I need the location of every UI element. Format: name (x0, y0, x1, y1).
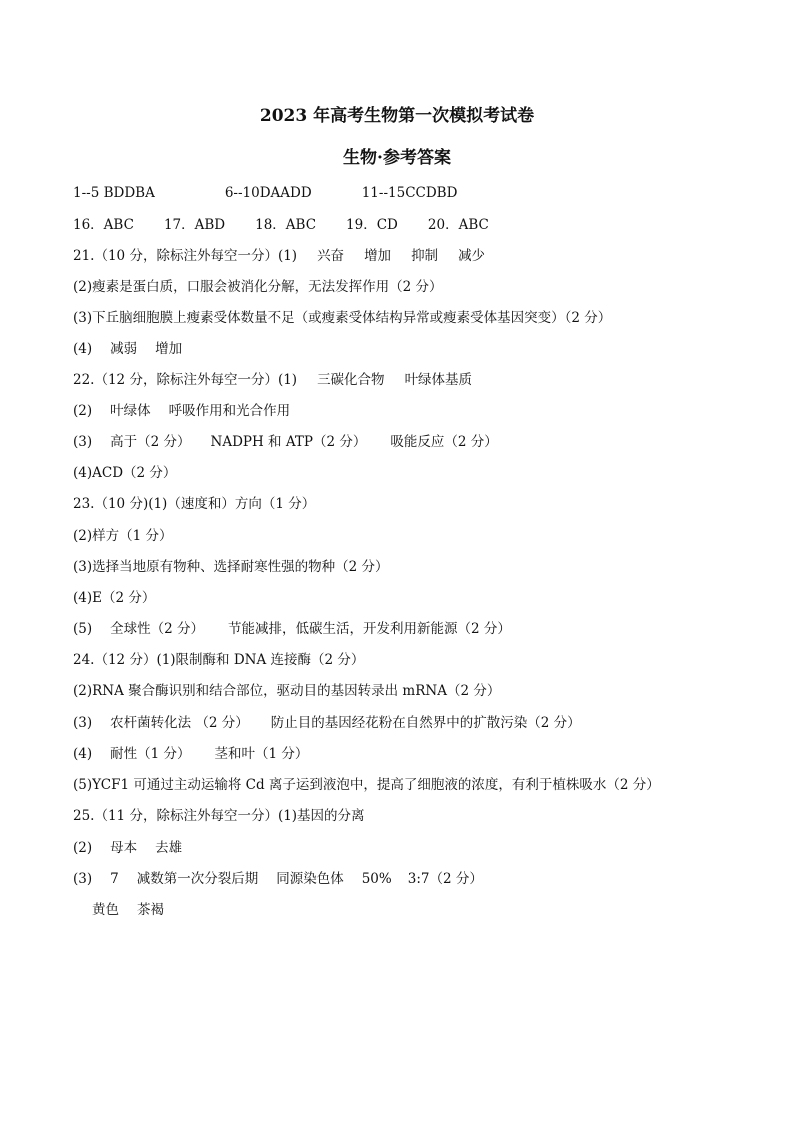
answer-line (73, 401, 290, 421)
answer-text: 19．CD (346, 217, 398, 233)
answer-text: (2)RNA 聚合酶识别和结合部位，驱动目的基因转录出 mRNA（2 分） (73, 683, 501, 699)
answer-text: 11--15CCDBD (361, 185, 458, 201)
answer-line (73, 432, 498, 452)
answer-text: 16．ABC (73, 217, 134, 233)
answer-text: NADPH 和 ATP（2 分） (210, 434, 367, 450)
answer-line (73, 744, 308, 764)
answer-text: (3)选择当地原有物种、选择耐寒性强的物种（2 分） (73, 559, 389, 575)
page-subtitle: 生物·参考答案 (343, 148, 451, 168)
answer-line (73, 838, 182, 858)
answer-text: 17．ABD (163, 217, 226, 233)
answer-text: 农杆菌转化法 （2 分） (110, 715, 249, 731)
answer-text: 20．ABC (427, 217, 489, 233)
answer-text: 1--5 BDDBA (73, 185, 155, 201)
answer-line (73, 308, 611, 328)
answer-text: 25.（11 分，除标注外每空一分）(1)基因的分离 (73, 808, 365, 824)
answer-line (73, 806, 365, 826)
answer-text: (4) (73, 746, 93, 762)
answer-text: 22.（12 分，除标注外每空一分）(1) (73, 372, 298, 388)
answer-line (73, 277, 443, 297)
answer-text: 23.（10 分)(1)（速度和）方向（1 分） (73, 496, 316, 512)
answer-text: (4)E（2 分） (73, 590, 156, 606)
answer-text: 3:7（2 分） (407, 871, 483, 887)
page-title: 2023 年高考生物第一次模拟考试卷 (259, 106, 535, 126)
answer-text: (5)YCF1 可通过主动运输将 Cd 离子运到液泡中，提高了细胞液的浓度，有利于植株吸水（2 分） (73, 777, 660, 793)
answer-text: 去雄 (155, 840, 183, 856)
answer-line (73, 681, 500, 701)
answer-line (73, 557, 389, 577)
answer-text: 18．ABC (255, 217, 317, 233)
answer-text: 叶绿体 (110, 403, 151, 419)
answer-text: 6--10DAADD (224, 185, 312, 201)
answer-line (73, 246, 485, 266)
answer-line (73, 370, 472, 390)
answer-text: 抑制 (411, 248, 439, 264)
answer-text: (4)ACD（2 分） (73, 465, 177, 481)
answer-text: 节能减排，低碳生活，开发利用新能源（2 分） (228, 621, 511, 637)
answer-text: 防止目的基因经花粉在自然界中的扩散污染（2 分） (270, 715, 581, 731)
answer-text: 全球性（2 分） (110, 621, 205, 637)
answer-line (73, 494, 315, 514)
answer-text: 茎和叶（1 分） (214, 746, 309, 762)
answer-line (73, 775, 660, 795)
answer-text: 吸能反应（2 分） (390, 434, 498, 450)
answer-text: 叶绿体基质 (404, 372, 473, 388)
answer-line (73, 215, 489, 235)
answer-text: 7 (110, 871, 119, 887)
answer-text: (2)样方（1 分） (73, 528, 173, 544)
answer-text: (3) (73, 434, 93, 450)
answer-text: 增加 (155, 341, 183, 357)
answer-text: (2) (73, 403, 93, 419)
answer-text: 同源染色体 (276, 871, 344, 887)
answer-text: 黄色 (92, 902, 119, 918)
answer-text: 耐性（1 分） (110, 746, 191, 762)
answer-text: 呼吸作用和光合作用 (168, 403, 291, 419)
answer-text: 母本 (110, 840, 138, 856)
answer-line (73, 183, 457, 203)
answer-line (73, 588, 155, 608)
answer-line (73, 619, 511, 639)
answer-text: 增加 (364, 248, 392, 264)
answer-line (73, 463, 176, 483)
answer-text: 减弱 (110, 341, 138, 357)
answer-line (73, 650, 364, 670)
answer-line (73, 869, 483, 889)
answer-text: (2) (73, 840, 93, 856)
answer-text: 21.（10 分，除标注外每空一分）(1) (73, 248, 298, 264)
answer-text: (5) (73, 621, 93, 637)
answer-text: 高于（2 分） (110, 434, 191, 450)
answer-text: 减少 (458, 248, 486, 264)
answer-text: (3)下丘脑细胞膜上瘦素受体数量不足（或瘦素受体结构异常或瘦素受体基因突变）（2 分） (73, 310, 612, 326)
answer-text: 茶褐 (137, 902, 164, 918)
answer-line (73, 339, 182, 359)
answer-line (73, 713, 581, 733)
answer-line (73, 526, 173, 546)
answer-text: 兴奋 (317, 248, 345, 264)
answer-text: 24.（12 分）(1)限制酶和 DNA 连接酶（2 分） (73, 652, 365, 668)
answer-line (92, 900, 164, 920)
answer-text: 减数第一次分裂后期 (136, 871, 259, 887)
answer-text: (3) (73, 715, 93, 731)
answer-text: 50% (361, 871, 392, 887)
answer-text: 三碳化合物 (317, 372, 385, 388)
answer-text: (2)瘦素是蛋白质，口服会被消化分解，无法发挥作用（2 分） (73, 279, 443, 295)
answer-text: (4) (73, 341, 93, 357)
answer-text: (3) (73, 871, 93, 887)
